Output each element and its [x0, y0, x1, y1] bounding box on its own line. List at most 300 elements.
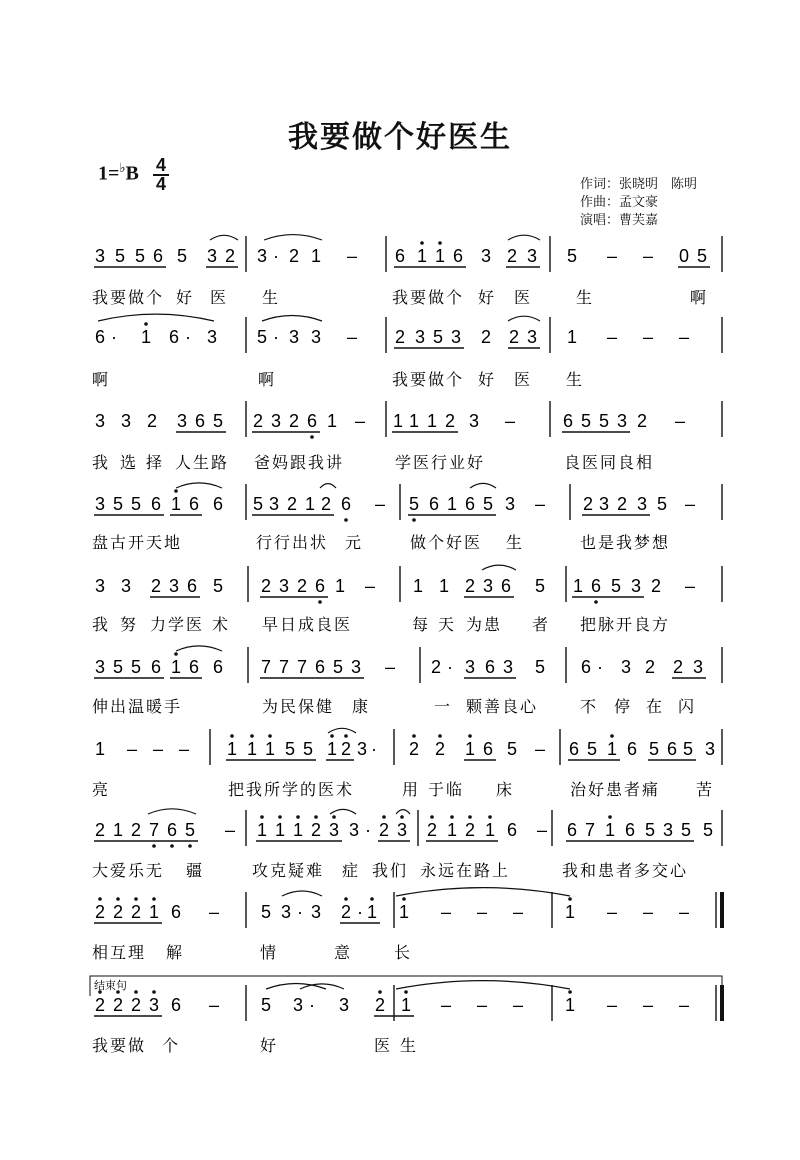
note-r2-5: · — [185, 327, 191, 347]
note-r7-26: 5 — [682, 739, 694, 759]
note-r5-13: 1 — [412, 576, 424, 596]
lyric-r1-3: 医 — [210, 288, 229, 307]
slur-r5-1 — [482, 565, 516, 570]
note-r8-8: 1 — [256, 820, 268, 840]
note-r3-5: 6 — [194, 411, 206, 431]
note-r5-14: 1 — [438, 576, 450, 596]
note-r2-14: 5 — [432, 327, 444, 347]
note-r6-3: 5 — [130, 657, 142, 677]
dot-above — [250, 734, 254, 738]
note-r5-15: 2 — [464, 576, 476, 596]
note-r7-6: 1 — [246, 739, 258, 759]
note-r4-3: 5 — [130, 494, 142, 514]
lyric-r6-6: 不 — [580, 697, 599, 716]
dot-above — [378, 990, 382, 994]
lyric-r10-2: 个 — [162, 1036, 181, 1055]
note-r7-8: 5 — [284, 739, 296, 759]
note-r1-24: 5 — [696, 246, 708, 266]
dot-below — [188, 844, 192, 848]
note-r1-5: 5 — [176, 246, 188, 266]
song-title: 我要做个好医生 — [288, 120, 512, 155]
note-r1-15: 1 — [434, 246, 446, 266]
note-r2-15: 3 — [450, 327, 462, 347]
note-r9-17: – — [512, 902, 524, 922]
note-r6-7: 6 — [212, 657, 224, 677]
dot-below — [344, 518, 348, 522]
note-r8-13: 3 — [348, 820, 360, 840]
note-r3-22: 3 — [616, 411, 628, 431]
dot-above — [174, 489, 178, 493]
dot-below — [152, 844, 156, 848]
dot-above — [152, 897, 156, 901]
lyric-r6-2: 为民保健 — [262, 697, 335, 716]
lyric-r4-1: 盘古开天地 — [92, 533, 183, 552]
dot-above — [314, 815, 318, 819]
note-r3-7: 2 — [252, 411, 264, 431]
note-r4-2: 5 — [112, 494, 124, 514]
note-r9-19: – — [606, 902, 618, 922]
note-r3-1: 3 — [94, 411, 106, 431]
note-r4-26: 5 — [656, 494, 668, 514]
lyric-r6-7: 停 — [614, 697, 633, 716]
slur-r1-1 — [210, 235, 238, 240]
note-r6-15: 2 — [430, 657, 442, 677]
dot-above — [438, 734, 442, 738]
note-r10-18: – — [642, 995, 654, 1015]
note-r9-5: 6 — [170, 902, 182, 922]
lyric-r10-3: 好 — [260, 1036, 279, 1055]
note-r1-12: – — [346, 246, 358, 266]
lyric-r7-4: 于临 — [428, 780, 465, 799]
note-r3-10: 6 — [306, 411, 318, 431]
note-r9-11: 2 — [340, 902, 352, 922]
note-r7-18: 5 — [506, 739, 518, 759]
dot-above — [296, 815, 300, 819]
note-r8-26: 6 — [624, 820, 636, 840]
dot-above — [268, 734, 272, 738]
note-r10-5: 6 — [170, 995, 182, 1015]
dot-above — [382, 815, 386, 819]
note-r6-20: 5 — [534, 657, 546, 677]
lyric-r2-3: 我要做个 — [392, 370, 465, 389]
note-r9-10: 3 — [310, 902, 322, 922]
note-r4-14: – — [374, 494, 386, 514]
note-r9-9: · — [297, 902, 303, 922]
note-r1-20: 5 — [566, 246, 578, 266]
note-r2-3: 1 — [140, 327, 152, 347]
note-r2-1: 6 — [94, 327, 106, 347]
note-r5-7: 2 — [260, 576, 272, 596]
slur-r8-3 — [396, 810, 410, 814]
note-r1-18: 2 — [506, 246, 518, 266]
note-r10-13: – — [440, 995, 452, 1015]
note-r5-1: 3 — [94, 576, 106, 596]
lyric-r6-3: 康 — [352, 697, 371, 716]
note-r1-21: – — [606, 246, 618, 266]
note-r5-16: 3 — [482, 576, 494, 596]
note-r1-16: 6 — [452, 246, 464, 266]
lyric-r10-1: 我要做 — [92, 1036, 147, 1055]
note-r6-8: 7 — [260, 657, 272, 677]
composer: 作曲：孟文豪 — [580, 195, 659, 210]
note-r10-9: · — [309, 995, 315, 1015]
note-r7-21: 5 — [586, 739, 598, 759]
dot-above — [412, 734, 416, 738]
note-r5-24: – — [684, 576, 696, 596]
note-r7-10: 1 — [326, 739, 338, 759]
note-r2-6: 3 — [206, 327, 218, 347]
note-r7-2: – — [126, 739, 138, 759]
note-r7-7: 1 — [264, 739, 276, 759]
dot-below — [318, 600, 322, 604]
note-r4-9: 3 — [268, 494, 280, 514]
note-r10-3: 2 — [130, 995, 142, 1015]
note-r6-23: 3 — [620, 657, 632, 677]
note-r9-12: · — [357, 902, 363, 922]
note-r8-30: 5 — [702, 820, 714, 840]
note-r5-10: 6 — [314, 576, 326, 596]
lyric-r8-2: 疆 — [186, 861, 205, 880]
dot-above — [278, 815, 282, 819]
note-r5-11: 1 — [334, 576, 346, 596]
note-r6-25: 2 — [672, 657, 684, 677]
note-r8-24: 7 — [584, 820, 596, 840]
note-r10-17: – — [606, 995, 618, 1015]
note-r3-8: 3 — [270, 411, 282, 431]
note-r4-17: 1 — [446, 494, 458, 514]
note-r8-27: 5 — [644, 820, 656, 840]
slur-r6-1 — [176, 646, 222, 651]
note-r8-4: 7 — [148, 820, 160, 840]
note-r9-15: – — [440, 902, 452, 922]
slur-r4-3 — [470, 483, 496, 488]
note-r9-7: 5 — [260, 902, 272, 922]
note-r2-19: 1 — [566, 327, 578, 347]
note-r4-23: 3 — [598, 494, 610, 514]
note-r2-11: – — [346, 327, 358, 347]
lyric-r5-2: 努 — [120, 615, 139, 634]
note-r6-9: 7 — [278, 657, 290, 677]
note-r1-9: · — [273, 246, 279, 266]
note-r1-7: 2 — [224, 246, 236, 266]
note-r8-11: 2 — [310, 820, 322, 840]
slur-r2-3 — [508, 316, 540, 321]
note-r6-1: 3 — [94, 657, 106, 677]
dot-above — [230, 734, 234, 738]
slur-r8-2 — [330, 809, 356, 814]
note-r9-1: 2 — [94, 902, 106, 922]
lyric-r8-3: 攻克疑难 — [252, 861, 325, 880]
note-r2-20: – — [606, 327, 618, 347]
note-r5-18: 5 — [534, 576, 546, 596]
note-r9-16: – — [476, 902, 488, 922]
note-r9-8: 3 — [280, 902, 292, 922]
note-r8-5: 6 — [166, 820, 178, 840]
note-r6-13: 3 — [350, 657, 362, 677]
note-r4-27: – — [684, 494, 696, 514]
dot-above — [370, 897, 374, 901]
note-r1-22: – — [642, 246, 654, 266]
note-r3-21: 5 — [598, 411, 610, 431]
lyric-r6-5: 颗善良心 — [466, 697, 539, 716]
note-r6-10: 7 — [296, 657, 308, 677]
note-r8-15: 2 — [378, 820, 390, 840]
dot-below — [412, 518, 416, 522]
note-r1-3: 5 — [134, 246, 146, 266]
note-r8-18: 1 — [446, 820, 458, 840]
note-r2-17: 2 — [508, 327, 520, 347]
note-r7-14: 2 — [408, 739, 420, 759]
dot-above — [134, 990, 138, 994]
note-r6-22: · — [597, 657, 603, 677]
note-r9-20: – — [642, 902, 654, 922]
note-r4-4: 6 — [150, 494, 162, 514]
note-r2-4: 6 — [168, 327, 180, 347]
note-r6-24: 2 — [644, 657, 656, 677]
lyric-r3-7: 良医同良相 — [564, 453, 655, 472]
note-r8-7: – — [224, 820, 236, 840]
note-r4-16: 6 — [428, 494, 440, 514]
dot-above — [568, 990, 572, 994]
note-r2-18: 3 — [526, 327, 538, 347]
note-r2-13: 3 — [414, 327, 426, 347]
note-r5-23: 2 — [650, 576, 662, 596]
lyric-r4-3: 元 — [345, 533, 364, 552]
note-r9-18: 1 — [564, 902, 576, 922]
slur-r9-1 — [282, 891, 322, 896]
note-r7-23: 6 — [626, 739, 638, 759]
lyric-r5-6: 每 — [412, 615, 431, 634]
note-r6-14: – — [384, 657, 396, 677]
note-r8-23: 6 — [566, 820, 578, 840]
note-r8-2: 1 — [112, 820, 124, 840]
note-r5-3: 2 — [150, 576, 162, 596]
note-r5-2: 3 — [120, 576, 132, 596]
note-r6-17: 3 — [464, 657, 476, 677]
note-r10-12: 1 — [400, 995, 412, 1015]
note-r1-23: 0 — [678, 246, 690, 266]
note-r2-21: – — [642, 327, 654, 347]
note-r7-5: 1 — [226, 739, 238, 759]
note-r5-5: 6 — [186, 576, 198, 596]
note-r2-2: · — [111, 327, 117, 347]
lyric-r3-2: 选 — [120, 453, 139, 472]
note-r3-24: – — [674, 411, 686, 431]
slur-r10-3 — [396, 981, 570, 989]
dot-above — [98, 897, 102, 901]
note-r8-28: 3 — [662, 820, 674, 840]
note-r5-19: 1 — [572, 576, 584, 596]
note-r4-7: 6 — [212, 494, 224, 514]
note-r8-21: 6 — [506, 820, 518, 840]
lyric-r9-5: 长 — [394, 943, 413, 962]
lyric-r9-3: 情 — [260, 943, 279, 962]
note-r1-10: 2 — [288, 246, 300, 266]
lyric-r8-7: 我和患者多交心 — [562, 861, 689, 880]
note-r9-3: 2 — [130, 902, 142, 922]
dot-below — [170, 844, 174, 848]
note-r4-5: 1 — [170, 494, 182, 514]
note-r5-17: 6 — [500, 576, 512, 596]
note-r1-13: 6 — [394, 246, 406, 266]
lyricist: 作词：张晓明 陈明 — [580, 177, 698, 192]
dot-below — [594, 600, 598, 604]
flat-sign: ♭ — [119, 160, 126, 175]
note-r7-1: 1 — [94, 739, 106, 759]
lyric-r6-4: 一 — [434, 697, 453, 716]
lyric-r1-6: 好 — [478, 288, 497, 307]
slur-r4-2 — [320, 484, 336, 488]
dot-above — [468, 815, 472, 819]
note-r7-19: – — [534, 739, 546, 759]
lyric-r5-5: 早日成良医 — [262, 615, 353, 634]
dot-above — [468, 734, 472, 738]
note-r5-12: – — [364, 576, 376, 596]
note-r6-6: 6 — [188, 657, 200, 677]
note-r1-8: 3 — [256, 246, 268, 266]
note-r8-14: · — [365, 820, 371, 840]
note-r4-10: 2 — [286, 494, 298, 514]
note-r8-29: 5 — [680, 820, 692, 840]
note-r4-8: 5 — [252, 494, 264, 514]
note-r8-10: 1 — [292, 820, 304, 840]
lyric-r8-5: 我们 — [372, 861, 409, 880]
note-r8-9: 1 — [274, 820, 286, 840]
note-r3-2: 3 — [120, 411, 132, 431]
note-r3-16: 2 — [444, 411, 456, 431]
note-r6-26: 3 — [692, 657, 704, 677]
note-r3-23: 2 — [636, 411, 648, 431]
note-r1-11: 1 — [310, 246, 322, 266]
lyric-r1-4: 生 — [262, 288, 281, 307]
dot-above — [400, 815, 404, 819]
slur-r1-2 — [264, 235, 322, 240]
note-r7-15: 2 — [434, 739, 446, 759]
note-r8-25: 1 — [604, 820, 616, 840]
note-r10-2: 2 — [112, 995, 124, 1015]
note-r4-21: – — [534, 494, 546, 514]
note-r6-21: 6 — [580, 657, 592, 677]
note-r6-5: 1 — [170, 657, 182, 677]
lyric-r3-5: 爸妈跟我讲 — [254, 453, 345, 472]
dot-above — [174, 652, 178, 656]
lyric-r9-4: 意 — [334, 943, 353, 962]
note-r3-13: 1 — [392, 411, 404, 431]
note-r8-6: 5 — [184, 820, 196, 840]
lyric-r3-4: 人生路 — [175, 453, 230, 472]
note-r5-8: 3 — [278, 576, 290, 596]
note-r8-20: 1 — [484, 820, 496, 840]
lyric-r5-10: 把脉开良方 — [580, 615, 671, 634]
note-r4-20: 3 — [504, 494, 516, 514]
lyric-r7-5: 床 — [496, 780, 515, 799]
slur-r4-1 — [176, 483, 222, 488]
note-r9-13: 1 — [366, 902, 378, 922]
note-r7-11: 2 — [340, 739, 352, 759]
dot-above — [608, 815, 612, 819]
dot-above — [330, 734, 334, 738]
note-r1-4: 6 — [152, 246, 164, 266]
note-r6-2: 5 — [112, 657, 124, 677]
note-r6-18: 6 — [484, 657, 496, 677]
dot-above — [568, 897, 572, 901]
note-r7-22: 1 — [606, 739, 618, 759]
lyric-r5-8: 为患 — [466, 615, 503, 634]
note-r9-2: 2 — [112, 902, 124, 922]
note-r10-4: 3 — [148, 995, 160, 1015]
dot-above — [116, 897, 120, 901]
note-r5-4: 3 — [168, 576, 180, 596]
note-r10-19: – — [678, 995, 690, 1015]
note-r7-16: 1 — [464, 739, 476, 759]
note-r3-17: 3 — [468, 411, 480, 431]
lyric-r8-4: 症 — [342, 861, 361, 880]
note-r7-24: 5 — [648, 739, 660, 759]
dot-above — [260, 815, 264, 819]
note-r2-12: 2 — [394, 327, 406, 347]
note-r4-1: 3 — [94, 494, 106, 514]
lyric-r10-4: 医 — [374, 1036, 393, 1055]
note-r4-15: 5 — [408, 494, 420, 514]
note-r8-17: 2 — [426, 820, 438, 840]
note-r3-12: – — [354, 411, 366, 431]
dot-above — [610, 734, 614, 738]
lyric-r5-7: 天 — [438, 615, 457, 634]
slur-r2-1 — [98, 314, 214, 321]
lyric-r2-4: 好 — [478, 370, 497, 389]
note-r7-4: – — [178, 739, 190, 759]
note-r10-16: 1 — [564, 995, 576, 1015]
note-r6-16: · — [447, 657, 453, 677]
lyric-r1-8: 生 — [576, 288, 595, 307]
lyric-r7-3: 用 — [402, 780, 421, 799]
note-r1-17: 3 — [480, 246, 492, 266]
note-r4-12: 2 — [320, 494, 332, 514]
note-r9-14: 1 — [398, 902, 410, 922]
note-r8-3: 2 — [130, 820, 142, 840]
note-r5-9: 2 — [296, 576, 308, 596]
lyric-r4-2: 行行出状 — [256, 533, 329, 552]
lyric-r9-1: 相互理 — [92, 943, 147, 962]
lyric-r4-4: 做个好医 — [410, 533, 483, 552]
note-r6-19: 3 — [502, 657, 514, 677]
lyric-r5-9: 者 — [532, 615, 551, 634]
note-r9-4: 1 — [148, 902, 160, 922]
lyric-r2-2: 啊 — [258, 370, 277, 389]
ending-label: 结束句 — [94, 979, 127, 992]
note-r1-2: 5 — [114, 246, 126, 266]
note-r4-6: 6 — [188, 494, 200, 514]
note-r2-10: 3 — [310, 327, 322, 347]
note-r3-4: 3 — [176, 411, 188, 431]
dot-above — [402, 897, 406, 901]
lyric-r1-5: 我要做个 — [392, 288, 465, 307]
dot-above — [404, 990, 408, 994]
lyric-r7-2: 把我所学的医术 — [228, 780, 355, 799]
lyric-r7-1: 亮 — [92, 780, 111, 799]
note-r7-3: – — [152, 739, 164, 759]
lyric-r1-7: 医 — [514, 288, 533, 307]
note-r7-27: 3 — [704, 739, 716, 759]
lyric-r4-5: 生 — [506, 533, 525, 552]
note-r1-14: 1 — [416, 246, 428, 266]
dot-above — [134, 897, 138, 901]
note-r9-6: – — [208, 902, 220, 922]
note-r3-20: 5 — [580, 411, 592, 431]
note-r1-1: 3 — [94, 246, 106, 266]
lyric-r7-7: 苦 — [696, 780, 715, 799]
dot-above — [344, 734, 348, 738]
